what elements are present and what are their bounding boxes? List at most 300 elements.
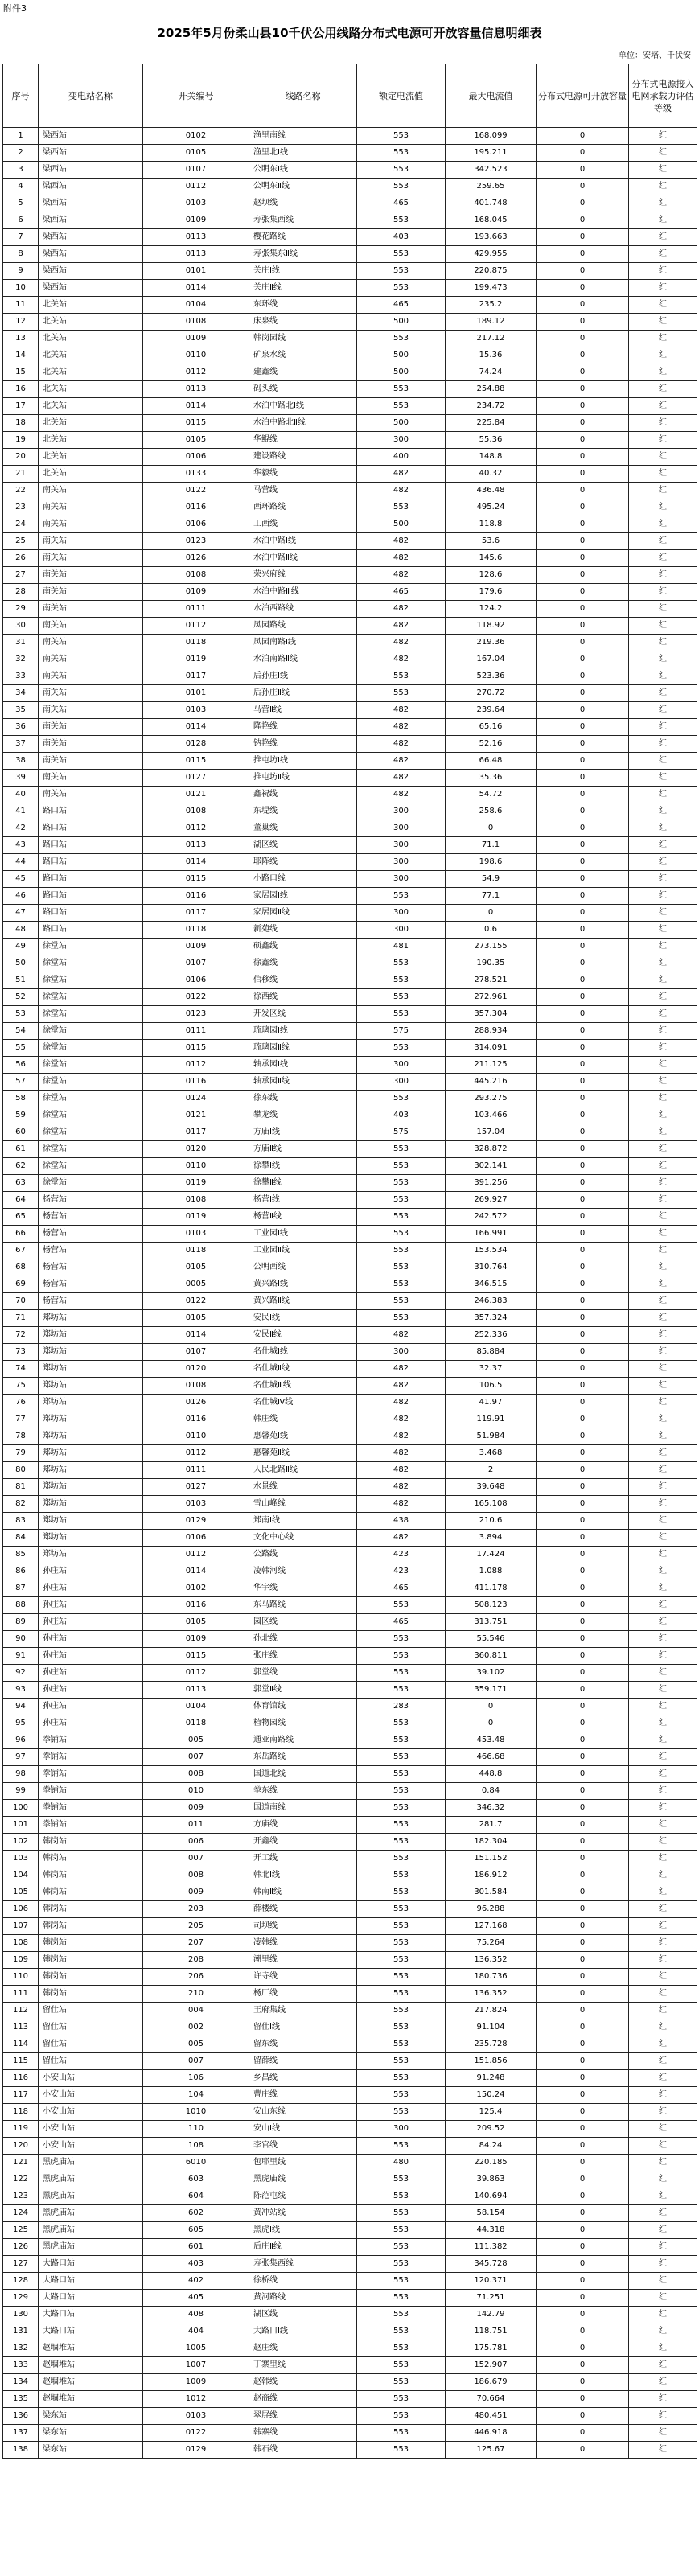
rated-current-cell: 553 (357, 1969, 446, 1986)
substation-name-cell: 郑坊站 (39, 1479, 143, 1496)
rated-current-cell: 482 (357, 567, 446, 584)
switch-number-cell: 0108 (143, 314, 249, 331)
row-number-cell: 125 (3, 2222, 39, 2239)
line-name-cell: 丁寨里线 (249, 2357, 357, 2374)
line-name-cell: 水泊中路Ⅱ线 (249, 550, 357, 567)
switch-number-cell: 0113 (143, 229, 249, 246)
max-current-cell: 75.264 (446, 1935, 537, 1952)
open-capacity-cell: 0 (537, 787, 629, 803)
substation-name-cell: 杨营站 (39, 1293, 143, 1310)
row-number-cell: 42 (3, 820, 39, 837)
switch-number-cell: 0123 (143, 1006, 249, 1023)
table-row (3, 1378, 697, 1395)
open-capacity-cell: 0 (537, 1243, 629, 1259)
open-capacity-cell: 0 (537, 2273, 629, 2290)
line-name-cell: 马营Ⅱ线 (249, 702, 357, 719)
line-name-cell: 雪山峰线 (249, 1496, 357, 1513)
table-row (3, 1158, 697, 1175)
line-name-cell: 徐鑫线 (249, 955, 357, 972)
max-current-cell: 91.104 (446, 2019, 537, 2036)
table-row (3, 1749, 697, 1766)
rated-current-cell: 482 (357, 618, 446, 635)
substation-name-cell: 梁西站 (39, 280, 143, 297)
switch-number-cell: 0116 (143, 1074, 249, 1091)
row-number-cell: 40 (3, 787, 39, 803)
rating-level-cell: 红 (629, 1276, 697, 1293)
row-number-cell: 85 (3, 1547, 39, 1563)
row-number-cell: 80 (3, 1462, 39, 1479)
rating-level-cell: 红 (629, 398, 697, 415)
line-name-cell: 开鑫线 (249, 1834, 357, 1851)
rated-current-cell: 553 (357, 1682, 446, 1699)
line-name-cell: 东马路线 (249, 1597, 357, 1614)
table-row (3, 1445, 697, 1462)
table-row (3, 2290, 697, 2307)
open-capacity-cell: 0 (537, 871, 629, 888)
rating-level-cell: 红 (629, 1293, 697, 1310)
row-number-cell: 123 (3, 2188, 39, 2205)
rating-level-cell: 红 (629, 516, 697, 533)
line-name-cell: 建鑫线 (249, 364, 357, 381)
row-number-cell: 48 (3, 922, 39, 939)
row-number-cell: 30 (3, 618, 39, 635)
substation-name-cell: 徐堂站 (39, 1074, 143, 1091)
rated-current-cell: 482 (357, 601, 446, 618)
table-row (3, 2104, 697, 2121)
max-current-cell: 148.8 (446, 449, 537, 466)
rated-current-cell: 553 (357, 2340, 446, 2357)
table-row (3, 1732, 697, 1749)
max-current-cell: 0 (446, 820, 537, 837)
row-number-cell: 46 (3, 888, 39, 905)
row-number-cell: 52 (3, 989, 39, 1006)
substation-name-cell: 北关站 (39, 449, 143, 466)
switch-number-cell: 0122 (143, 483, 249, 499)
rated-current-cell: 482 (357, 770, 446, 787)
rating-level-cell: 红 (629, 1597, 697, 1614)
table-row (3, 2070, 697, 2087)
max-current-cell: 453.48 (446, 1732, 537, 1749)
line-name-cell: 琉璃园Ⅰ线 (249, 1023, 357, 1040)
max-current-cell: 96.288 (446, 1901, 537, 1918)
rated-current-cell: 553 (357, 263, 446, 280)
rated-current-cell: 300 (357, 820, 446, 837)
switch-number-cell: 0107 (143, 162, 249, 179)
substation-name-cell: 郑坊站 (39, 1327, 143, 1344)
substation-name-cell: 孙庄站 (39, 1699, 143, 1715)
max-current-cell: 346.515 (446, 1276, 537, 1293)
rated-current-cell: 553 (357, 1665, 446, 1682)
max-current-cell: 142.79 (446, 2307, 537, 2323)
line-name-cell: 杨营Ⅰ线 (249, 1192, 357, 1209)
table-row (3, 1715, 697, 1732)
rating-level-cell: 红 (629, 1766, 697, 1783)
open-capacity-cell: 0 (537, 2408, 629, 2425)
row-number-cell: 99 (3, 1783, 39, 1800)
max-current-cell: 39.648 (446, 1479, 537, 1496)
rated-current-cell: 300 (357, 803, 446, 820)
open-capacity-cell: 0 (537, 2340, 629, 2357)
row-number-cell: 120 (3, 2138, 39, 2155)
switch-number-cell: 0114 (143, 854, 249, 871)
substation-name-cell: 黑虎庙站 (39, 2205, 143, 2222)
rating-level-cell: 红 (629, 668, 697, 685)
line-name-cell: 韩庄线 (249, 1411, 357, 1428)
row-number-cell: 49 (3, 939, 39, 955)
table-row (3, 635, 697, 651)
row-number-cell: 59 (3, 1107, 39, 1124)
rated-current-cell: 553 (357, 1175, 446, 1192)
line-name-cell: 郭堂Ⅱ线 (249, 1682, 357, 1699)
rated-current-cell: 482 (357, 1530, 446, 1547)
open-capacity-cell: 0 (537, 1395, 629, 1411)
row-number-cell: 44 (3, 854, 39, 871)
open-capacity-cell: 0 (537, 1817, 629, 1834)
rating-level-cell: 红 (629, 331, 697, 347)
open-capacity-cell: 0 (537, 128, 629, 145)
table-row (3, 989, 697, 1006)
max-current-cell: 235.728 (446, 2036, 537, 2053)
table-row (3, 516, 697, 533)
row-number-cell: 54 (3, 1023, 39, 1040)
row-number-cell: 103 (3, 1851, 39, 1867)
rating-level-cell: 红 (629, 162, 697, 179)
substation-name-cell: 拳铺站 (39, 1749, 143, 1766)
table-row (3, 939, 697, 955)
rating-level-cell: 红 (629, 1884, 697, 1901)
table-row (3, 1496, 697, 1513)
table-row (3, 1513, 697, 1530)
rating-level-cell: 红 (629, 1918, 697, 1935)
open-capacity-cell: 0 (537, 550, 629, 567)
line-name-cell: 鑫祝线 (249, 787, 357, 803)
table-row (3, 179, 697, 195)
row-number-cell: 104 (3, 1867, 39, 1884)
row-number-cell: 89 (3, 1614, 39, 1631)
open-capacity-cell: 0 (537, 1952, 629, 1969)
substation-name-cell: 孙庄站 (39, 1563, 143, 1580)
line-name-cell: 通亚南路线 (249, 1732, 357, 1749)
substation-name-cell: 徐堂站 (39, 989, 143, 1006)
max-current-cell: 103.466 (446, 1107, 537, 1124)
substation-name-cell: 韩岗站 (39, 1834, 143, 1851)
row-number-cell: 127 (3, 2256, 39, 2273)
rating-level-cell: 红 (629, 905, 697, 922)
switch-number-cell: 0129 (143, 1513, 249, 1530)
open-capacity-cell: 0 (537, 280, 629, 297)
table-row (3, 1918, 697, 1935)
table-row (3, 1006, 697, 1023)
max-current-cell: 270.72 (446, 685, 537, 702)
max-current-cell: 168.099 (446, 128, 537, 145)
table-row (3, 922, 697, 939)
rating-level-cell: 红 (629, 1192, 697, 1209)
row-number-cell: 16 (3, 381, 39, 398)
open-capacity-cell: 0 (537, 347, 629, 364)
max-current-cell: 436.48 (446, 483, 537, 499)
table-row (3, 955, 697, 972)
table-row (3, 888, 697, 905)
rated-current-cell: 553 (357, 1935, 446, 1952)
line-name-cell: 翠屏线 (249, 2408, 357, 2425)
rated-current-cell: 553 (357, 1766, 446, 1783)
table-row (3, 1479, 697, 1496)
open-capacity-cell: 0 (537, 770, 629, 787)
row-number-cell: 67 (3, 1243, 39, 1259)
switch-number-cell: 0118 (143, 922, 249, 939)
line-name-cell: 华毅线 (249, 466, 357, 483)
row-number-cell: 77 (3, 1411, 39, 1428)
open-capacity-cell: 0 (537, 179, 629, 195)
switch-number-cell: 0113 (143, 1682, 249, 1699)
open-capacity-cell: 0 (537, 1749, 629, 1766)
switch-number-cell: 0102 (143, 1580, 249, 1597)
line-name-cell: 湖区线 (249, 837, 357, 854)
substation-name-cell: 北关站 (39, 347, 143, 364)
substation-name-cell: 韩岗站 (39, 1969, 143, 1986)
line-name-cell: 黄冲站线 (249, 2205, 357, 2222)
max-current-cell: 136.352 (446, 1952, 537, 1969)
open-capacity-cell: 0 (537, 229, 629, 246)
switch-number-cell: 0105 (143, 145, 249, 162)
max-current-cell: 220.875 (446, 263, 537, 280)
substation-name-cell: 梁西站 (39, 179, 143, 195)
row-number-cell: 110 (3, 1969, 39, 1986)
open-capacity-cell: 0 (537, 1851, 629, 1867)
rating-level-cell: 红 (629, 837, 697, 854)
line-name-cell: 渔里北Ⅰ线 (249, 145, 357, 162)
row-number-cell: 88 (3, 1597, 39, 1614)
row-number-cell: 29 (3, 601, 39, 618)
row-number-cell: 25 (3, 533, 39, 550)
table-row (3, 483, 697, 499)
line-name-cell: 韩南Ⅱ线 (249, 1884, 357, 1901)
line-name-cell: 后庄Ⅱ线 (249, 2239, 357, 2256)
substation-name-cell: 梁西站 (39, 162, 143, 179)
open-capacity-cell: 0 (537, 1766, 629, 1783)
substation-name-cell: 大路口站 (39, 2307, 143, 2323)
row-number-cell: 47 (3, 905, 39, 922)
table-row (3, 736, 697, 753)
line-name-cell: 小路口线 (249, 871, 357, 888)
open-capacity-cell: 0 (537, 989, 629, 1006)
line-name-cell: 耶阵线 (249, 854, 357, 871)
open-capacity-cell: 0 (537, 2290, 629, 2307)
open-capacity-cell: 0 (537, 1800, 629, 1817)
row-number-cell: 6 (3, 212, 39, 229)
substation-name-cell: 南关站 (39, 550, 143, 567)
substation-name-cell: 梁西站 (39, 128, 143, 145)
rating-level-cell: 红 (629, 787, 697, 803)
rated-current-cell: 482 (357, 1445, 446, 1462)
table-row (3, 280, 697, 297)
rating-level-cell: 红 (629, 415, 697, 432)
switch-number-cell: 0116 (143, 888, 249, 905)
row-number-cell: 72 (3, 1327, 39, 1344)
rated-current-cell: 300 (357, 871, 446, 888)
row-number-cell: 96 (3, 1732, 39, 1749)
max-current-cell: 3.894 (446, 1530, 537, 1547)
open-capacity-cell: 0 (537, 820, 629, 837)
open-capacity-cell: 0 (537, 195, 629, 212)
line-name-cell: 徐西线 (249, 989, 357, 1006)
rated-current-cell: 300 (357, 905, 446, 922)
table-row (3, 787, 697, 803)
line-name-cell: 张庄线 (249, 1648, 357, 1665)
row-number-cell: 137 (3, 2425, 39, 2442)
row-number-cell: 93 (3, 1682, 39, 1699)
row-number-cell: 36 (3, 719, 39, 736)
table-row (3, 1276, 697, 1293)
switch-number-cell: 0106 (143, 449, 249, 466)
max-current-cell: 165.108 (446, 1496, 537, 1513)
max-current-cell: 127.168 (446, 1918, 537, 1935)
rating-level-cell: 红 (629, 533, 697, 550)
substation-name-cell: 南关站 (39, 601, 143, 618)
table-row (3, 2222, 697, 2239)
table-row (3, 2155, 697, 2171)
switch-number-cell: 0118 (143, 635, 249, 651)
table-row (3, 854, 697, 871)
table-row (3, 2442, 697, 2459)
rated-current-cell: 553 (357, 2442, 446, 2459)
rating-level-cell: 红 (629, 2256, 697, 2273)
rating-level-cell: 红 (629, 2121, 697, 2138)
rating-level-cell: 红 (629, 1310, 697, 1327)
switch-number-cell: 0111 (143, 601, 249, 618)
row-number-cell: 115 (3, 2053, 39, 2070)
row-number-cell: 112 (3, 2003, 39, 2019)
rated-current-cell: 400 (357, 449, 446, 466)
rated-current-cell: 553 (357, 1293, 446, 1310)
open-capacity-cell: 0 (537, 246, 629, 263)
rated-current-cell: 553 (357, 2138, 446, 2155)
line-name-cell: 关庄Ⅱ线 (249, 280, 357, 297)
switch-number-cell: 205 (143, 1918, 249, 1935)
rated-current-cell: 500 (357, 347, 446, 364)
max-current-cell: 217.12 (446, 331, 537, 347)
rating-level-cell: 红 (629, 1428, 697, 1445)
open-capacity-cell: 0 (537, 1310, 629, 1327)
max-current-cell: 66.48 (446, 753, 537, 770)
line-name-cell: 东堤线 (249, 803, 357, 820)
table-row (3, 1057, 697, 1074)
table-row (3, 1665, 697, 1682)
rating-level-cell: 红 (629, 651, 697, 668)
row-number-cell: 20 (3, 449, 39, 466)
row-number-cell: 18 (3, 415, 39, 432)
max-current-cell: 269.927 (446, 1192, 537, 1209)
max-current-cell: 70.664 (446, 2391, 537, 2408)
line-name-cell: 董巢线 (249, 820, 357, 837)
line-name-cell: 凤园路线 (249, 618, 357, 635)
rating-level-cell: 红 (629, 1158, 697, 1175)
row-number-cell: 108 (3, 1935, 39, 1952)
open-capacity-cell: 0 (537, 145, 629, 162)
rating-level-cell: 红 (629, 719, 697, 736)
header-cell: 变电站名称 (39, 64, 143, 128)
table-row (3, 1226, 697, 1243)
table-row (3, 1580, 697, 1597)
substation-name-cell: 拳铺站 (39, 1732, 143, 1749)
row-number-cell: 74 (3, 1361, 39, 1378)
row-number-cell: 132 (3, 2340, 39, 2357)
line-name-cell: 赵商线 (249, 2391, 357, 2408)
substation-name-cell: 北关站 (39, 331, 143, 347)
max-current-cell: 15.36 (446, 347, 537, 364)
table-row (3, 1969, 697, 1986)
open-capacity-cell: 0 (537, 1209, 629, 1226)
substation-name-cell: 留仕站 (39, 2003, 143, 2019)
row-number-cell: 105 (3, 1884, 39, 1901)
open-capacity-cell: 0 (537, 516, 629, 533)
max-current-cell: 151.152 (446, 1851, 537, 1867)
max-current-cell: 190.35 (446, 955, 537, 972)
switch-number-cell: 0119 (143, 1175, 249, 1192)
switch-number-cell: 110 (143, 2121, 249, 2138)
rating-level-cell: 红 (629, 972, 697, 989)
table-row (3, 1834, 697, 1851)
line-name-cell: 植物园线 (249, 1715, 357, 1732)
switch-number-cell: 0111 (143, 1023, 249, 1040)
table-row (3, 2053, 697, 2070)
row-number-cell: 4 (3, 179, 39, 195)
substation-name-cell: 孙庄站 (39, 1580, 143, 1597)
switch-number-cell: 0110 (143, 1428, 249, 1445)
rated-current-cell: 553 (357, 1715, 446, 1732)
open-capacity-cell: 0 (537, 922, 629, 939)
table-row (3, 1395, 697, 1411)
max-current-cell: 189.12 (446, 314, 537, 331)
rating-level-cell: 红 (629, 1834, 697, 1851)
table-row (3, 1293, 697, 1310)
line-name-cell: 渔里南线 (249, 128, 357, 145)
switch-number-cell: 007 (143, 2053, 249, 2070)
rated-current-cell: 553 (357, 381, 446, 398)
substation-name-cell: 南关站 (39, 753, 143, 770)
rating-level-cell: 红 (629, 1631, 697, 1648)
header-cell: 序号 (3, 64, 39, 128)
line-name-cell: 包耶里线 (249, 2155, 357, 2171)
max-current-cell: 466.68 (446, 1749, 537, 1766)
open-capacity-cell: 0 (537, 1361, 629, 1378)
rating-level-cell: 红 (629, 499, 697, 516)
substation-name-cell: 路口站 (39, 837, 143, 854)
substation-name-cell: 孙庄站 (39, 1665, 143, 1682)
switch-number-cell: 0114 (143, 398, 249, 415)
line-name-cell: 水泊中路Ⅲ线 (249, 584, 357, 601)
open-capacity-cell: 0 (537, 1834, 629, 1851)
max-current-cell: 288.934 (446, 1023, 537, 1040)
rated-current-cell: 553 (357, 2104, 446, 2121)
rated-current-cell: 482 (357, 1378, 446, 1395)
open-capacity-cell: 0 (537, 466, 629, 483)
table-row (3, 618, 697, 635)
rating-level-cell: 红 (629, 1175, 697, 1192)
rated-current-cell: 553 (357, 1006, 446, 1023)
open-capacity-cell: 0 (537, 1107, 629, 1124)
open-capacity-cell: 0 (537, 1327, 629, 1344)
switch-number-cell: 0101 (143, 685, 249, 702)
switch-number-cell: 0105 (143, 432, 249, 449)
rated-current-cell: 553 (357, 128, 446, 145)
open-capacity-cell: 0 (537, 1783, 629, 1800)
switch-number-cell: 1009 (143, 2374, 249, 2391)
substation-name-cell: 路口站 (39, 888, 143, 905)
row-number-cell: 71 (3, 1310, 39, 1327)
line-name-cell: 孙北线 (249, 1631, 357, 1648)
open-capacity-cell: 0 (537, 635, 629, 651)
